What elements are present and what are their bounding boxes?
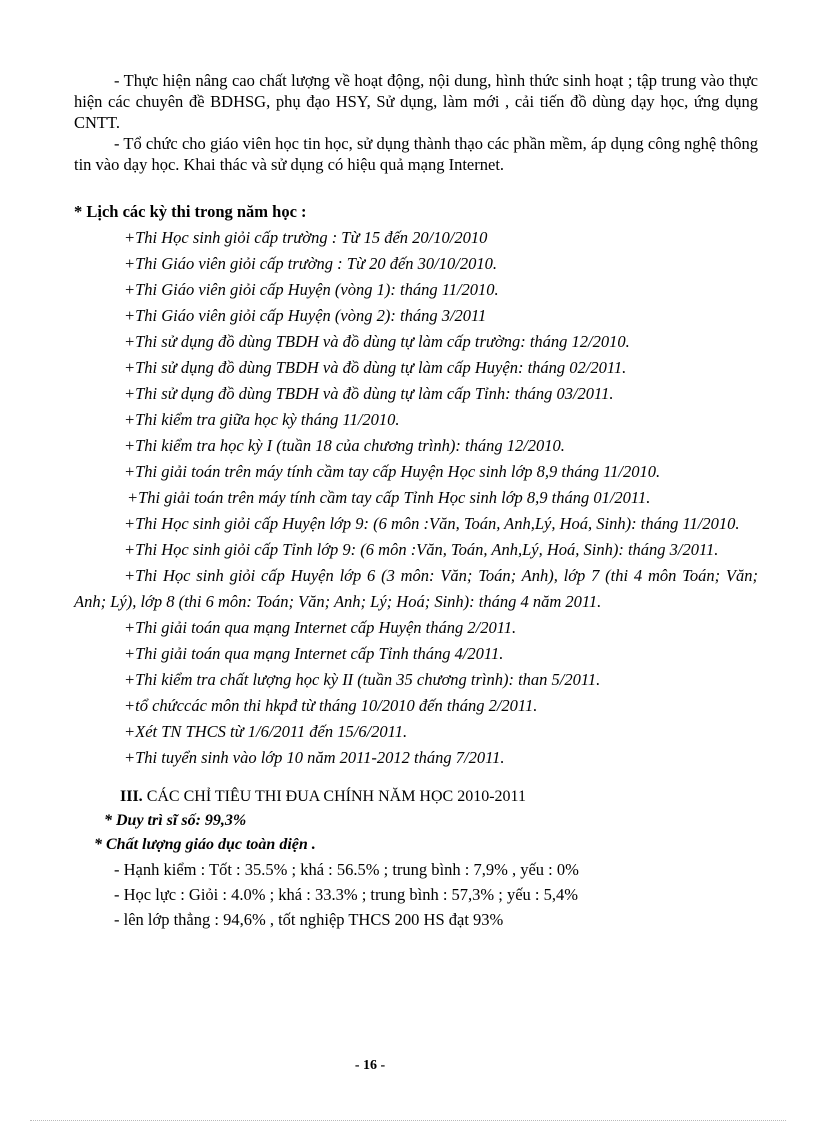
schedule-item: +Thi giải toán qua mạng Internet cấp Huyện tháng 2/2011. xyxy=(124,618,517,637)
conduct-stats: - Hạnh kiểm : Tốt : 35.5% ; khá : 56.5% ; trung bình : 7,9% , yếu : 0% xyxy=(114,860,579,879)
academic-stats: - Học lực : Giỏi : 4.0% ; khá : 33.3% ; trung bình : 57,3% ; yếu : 5,4% xyxy=(114,885,579,904)
schedule-item: +Thi kiểm tra chất lượng học kỳ II (tuần 35 chương trình): than 5/2011. xyxy=(124,670,601,689)
schedule-item: +Thi sử dụng đồ dùng TBDH và đồ dùng tự làm cấp Huyện: tháng 02/2011. xyxy=(124,358,627,377)
schedule-item: +Thi giải toán trên máy tính cầm tay cấp Tỉnh Học sinh lớp 8,9 tháng 01/2011. xyxy=(127,488,651,507)
schedule-item: +tổ chứccác môn thi hkpđ từ tháng 10/2010 đến tháng 2/2011. xyxy=(124,696,538,715)
section-title: CÁC CHỈ TIÊU THI ĐUA CHÍNH NĂM HỌC 2010-2011 xyxy=(142,788,526,805)
schedule-item: +Thi Giáo viên giỏi cấp trường : Từ 20 đến 30/10/2010. xyxy=(124,254,497,273)
schedule-item: +Thi Học sinh giỏi cấp Huyện lớp 9: (6 môn :Văn, Toán, Anh,Lý, Hoá, Sinh): tháng 11/2010. xyxy=(124,514,740,533)
schedule-item: +Thi kiểm tra học kỳ I (tuần 18 của chương trình): tháng 12/2010. xyxy=(124,436,565,455)
schedule-item: +Thi Giáo viên giỏi cấp Huyện (vòng 2): tháng 3/2011 xyxy=(124,306,487,325)
exam-schedule-list xyxy=(74,225,758,771)
page-bottom-divider xyxy=(30,1120,786,1121)
schedule-item: +Thi tuyển sinh vào lớp 10 năm 2011-2012 tháng 7/2011. xyxy=(124,748,505,767)
page-number: - 16 - xyxy=(354,1058,386,1073)
schedule-item: +Thi Học sinh giỏi cấp Huyện lớp 6 (3 môn: Văn; Toán; Anh), lớp 7 (thi 4 môn Toán; Văn; Anh; Lý), lớp 8 (thi 6 môn: Toán; Văn; Anh; Lý; Hoá; Sinh): tháng 4 năm 2011. xyxy=(74,566,758,611)
intro-paragraph-1: - Thực hiện nâng cao chất lượng về hoạt động, nội dung, hình thức sinh hoạt ; tập trung vào thực hiện các chuyên đề BDHSG, phụ đạo HSY, Sử dụng, làm mới , cải tiến đồ dùng dạy học, ứng dụng CNTT. xyxy=(74,71,758,132)
schedule-item: +Xét TN THCS từ 1/6/2011 đến 15/6/2011. xyxy=(124,722,408,741)
retention-target: * Duy trì sĩ số: 99,3% xyxy=(104,812,247,829)
schedule-item: +Thi kiểm tra giữa học kỳ tháng 11/2010. xyxy=(124,410,400,429)
schedule-item: +Thi sử dụng đồ dùng TBDH và đồ dùng tự làm cấp Tỉnh: tháng 03/2011. xyxy=(124,384,614,403)
section-heading xyxy=(74,785,758,809)
schedule-item: +Thi sử dụng đồ dùng TBDH và đồ dùng tự làm cấp trường: tháng 12/2010. xyxy=(124,332,630,351)
document-page xyxy=(74,70,758,932)
exam-schedule-title: * Lịch các kỳ thi trong năm học : xyxy=(74,202,307,221)
intro-paragraph-2: - Tổ chức cho giáo viên học tin học, sử dụng thành thạo các phần mềm, áp dụng công nghệ thông tin vào dạy học. Khai thác và sử dụng có hiệu quả mạng Internet. xyxy=(74,134,758,174)
schedule-item: +Thi Học sinh giỏi cấp trường : Từ 15 đến 20/10/2010 xyxy=(124,228,488,247)
section-number: III. xyxy=(120,788,143,805)
schedule-item: +Thi Học sinh giỏi cấp Tỉnh lớp 9: (6 môn :Văn, Toán, Anh,Lý, Hoá, Sinh): tháng 3/2011. xyxy=(124,540,719,559)
promotion-stats: - lên lớp thẳng : 94,6% , tốt nghiệp THCS 200 HS đạt 93% xyxy=(114,910,504,929)
quality-heading: * Chất lượng giáo dục toàn diện . xyxy=(94,836,316,853)
schedule-item: +Thi giải toán qua mạng Internet cấp Tỉnh tháng 4/2011. xyxy=(124,644,504,663)
schedule-item: +Thi giải toán trên máy tính cầm tay cấp Huyện Học sinh lớp 8,9 tháng 11/2010. xyxy=(124,462,661,481)
schedule-item: +Thi Giáo viên giỏi cấp Huyện (vòng 1): tháng 11/2010. xyxy=(124,280,499,299)
